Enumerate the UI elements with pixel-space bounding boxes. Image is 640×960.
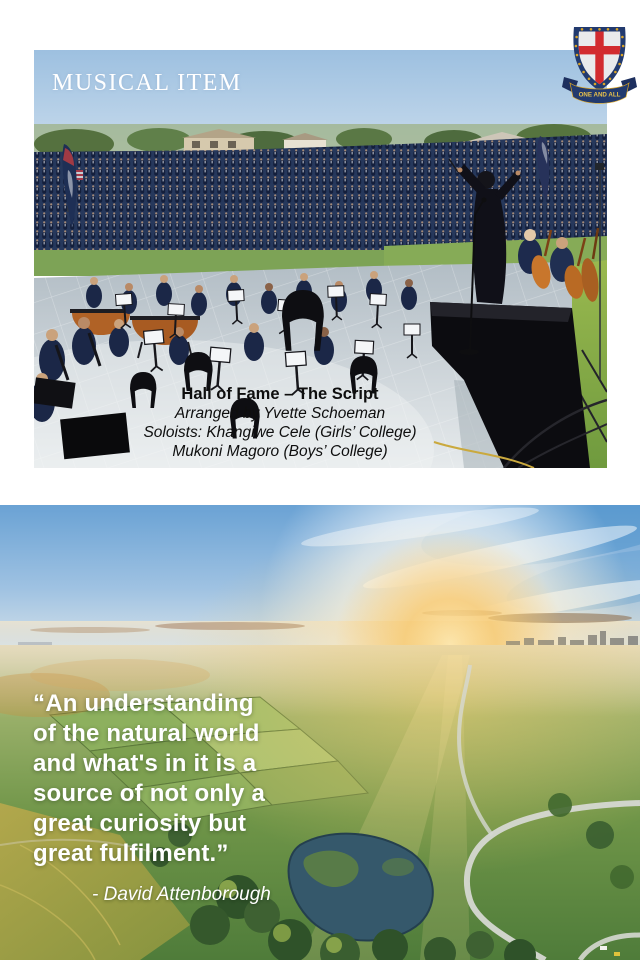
crest-motto-text: ONE AND ALL: [578, 91, 621, 99]
quote-attribution: - David Attenborough: [92, 884, 271, 905]
quote-text: [33, 689, 363, 869]
quote-line: great fulfilment.”: [33, 840, 229, 867]
quote-line: “An understanding: [33, 690, 254, 717]
soloists-line-1: Soloists: Khangiwe Cele (Girls’ College): [143, 424, 417, 441]
song-title-line: Hall of Fame – The Script: [181, 385, 379, 403]
performance-caption: [110, 384, 450, 461]
arranger-line: Arranged by Yvette Schoeman: [174, 405, 386, 422]
quote-line: great curiosity but: [33, 810, 247, 837]
orchestra-photo: [34, 50, 607, 468]
soloists-line-2: Mukoni Magoro (Boys’ College): [172, 443, 388, 460]
quote-line: of the natural world: [33, 720, 260, 747]
school-crest-icon: [562, 21, 637, 105]
choir-crowd: [34, 134, 607, 258]
quote-section: [0, 505, 640, 960]
quote-line: and what's in it is a: [33, 750, 257, 777]
quote-line: source of not only a: [33, 780, 266, 807]
page-title: MUSICAL ITEM: [52, 70, 242, 96]
